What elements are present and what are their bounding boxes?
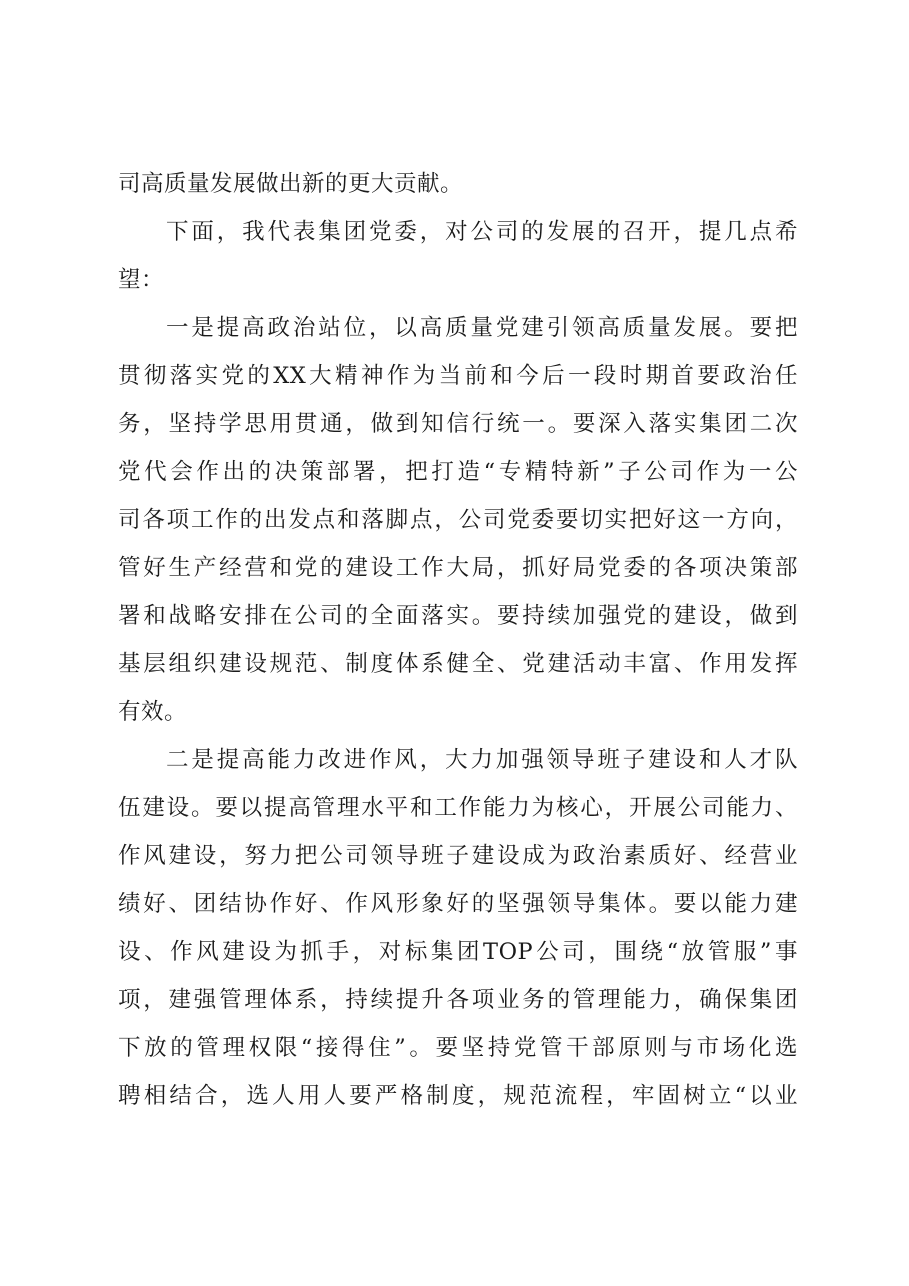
text-line: 设、作风建设为抓手，对标集团TOP公司，围绕“放管服”事 <box>118 939 798 965</box>
text-line: 绩好、团结协作好、作风形象好的坚强领导集体。要以能力建 <box>118 891 798 917</box>
text-line: 务，坚持学思用贯通，做到知信行统一。要深入落实集团二次 <box>118 411 798 437</box>
text-line: 司高质量发展做出新的更大贡献。 <box>118 171 464 197</box>
text-line: 基层组织建设规范、制度体系健全、党建活动丰富、作用发挥 <box>118 651 798 677</box>
text-line: 下放的管理权限“接得住”。要坚持党管干部原则与市场化选 <box>118 1035 798 1061</box>
text-line: 二是提高能力改进作风，大力加强领导班子建设和人才队 <box>166 747 798 773</box>
text-line: 有效。 <box>118 699 188 725</box>
text-line: 作风建设，努力把公司领导班子建设成为政治素质好、经营业 <box>118 843 798 869</box>
text-line: 项，建强管理体系，持续提升各项业务的管理能力，确保集团 <box>118 987 798 1013</box>
text-line: 下面，我代表集团党委，对公司的发展的召开，提几点希 <box>166 219 798 245</box>
text-line: 一是提高政治站位，以高质量党建引领高质量发展。要把 <box>166 315 798 341</box>
text-line: 管好生产经营和党的建设工作大局，抓好局党委的各项决策部 <box>118 555 798 581</box>
text-line: 署和战略安排在公司的全面落实。要持续加强党的建设，做到 <box>118 603 798 629</box>
text-line: 望： <box>118 267 165 293</box>
text-line: 司各项工作的出发点和落脚点，公司党委要切实把好这一方向， <box>118 507 798 533</box>
text-line: 聘相结合，选人用人要严格制度，规范流程，牢固树立“以业 <box>118 1083 798 1109</box>
text-line: 伍建设。要以提高管理水平和工作能力为核心，开展公司能力、 <box>118 795 798 821</box>
text-line: 贯彻落实党的XX大精神作为当前和今后一段时期首要政治任 <box>118 363 798 389</box>
text-line: 党代会作出的决策部署，把打造“专精特新”子公司作为一公 <box>118 459 798 485</box>
